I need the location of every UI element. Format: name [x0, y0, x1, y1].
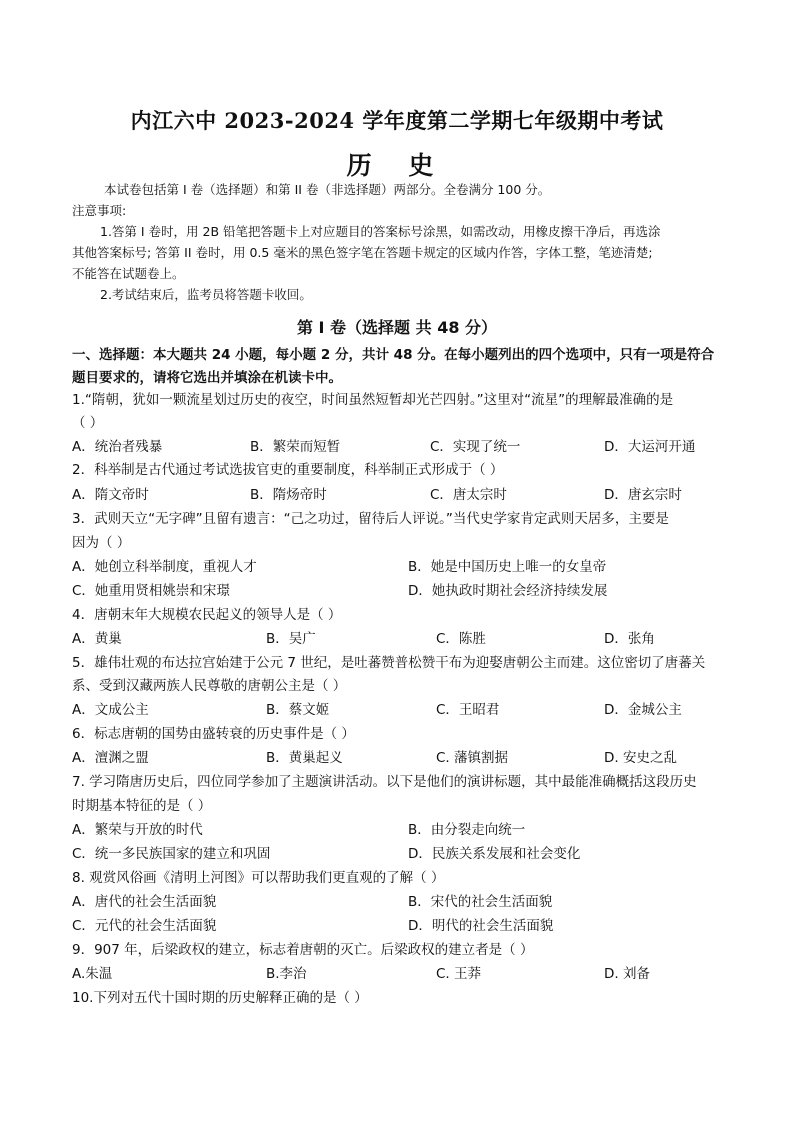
note-item-1-line-2: 其他答案标号; 答第 II 卷时，用 0.5 毫米的黑色签字笔在答题卡规定的区域内作答，字体工整，笔迹清楚; — [72, 245, 653, 260]
question-2-option-c: C．唐太宗时 — [430, 487, 507, 503]
question-8-option-d: D．明代的社会生活面貌 — [408, 918, 554, 934]
question-8-option-c: C．元代的社会生活面貌 — [72, 918, 217, 934]
question-7-option-a: A．繁荣与开放的时代 — [72, 822, 203, 838]
question-1-option-d: D．大运河开通 — [604, 439, 696, 455]
question-4-option-c: C．陈胜 — [436, 631, 486, 647]
note-item-2: 2.考试结束后，监考员将答题卡收回。 — [100, 287, 312, 302]
question-8-stem: 8. 观赏风俗画《清明上河图》可以帮助我们更直观的了解（ ） — [72, 870, 445, 886]
exam-title: 内江六中 2023-2024 学年度第二学期七年级期中考试 — [130, 108, 664, 133]
question-2-stem: 2．科举制是古代通过考试选拔官吏的重要制度，科举制正式形成于（ ） — [72, 462, 504, 478]
section-title: 第 I 卷（选择题 共 48 分） — [296, 318, 498, 337]
question-2-option-a: A．隋文帝时 — [72, 487, 149, 503]
question-9-option-b: B.李治 — [266, 966, 307, 982]
question-8-option-a: A．唐代的社会生活面貌 — [72, 894, 217, 910]
notes-heading: 注意事项: — [72, 203, 127, 218]
question-5-option-c: C．王昭君 — [436, 702, 500, 718]
question-1-stem-cont: （ ） — [72, 415, 104, 431]
note-item-1-line-3: 不能答在试题卷上。 — [72, 266, 185, 281]
question-2-option-b: B．隋炀帝时 — [250, 487, 327, 503]
question-4-option-b: B．吴广 — [266, 631, 316, 647]
question-6-stem: 6．标志唐朝的国势由盛转衰的历史事件是（ ） — [72, 726, 355, 742]
question-1-stem: 1.“隋朝，犹如一颗流星划过历史的夜空，时间虽然短暂却光芒四射。”这里对“流星”的理解最准确的是 — [72, 392, 674, 408]
question-5-stem: 5．雄伟壮观的布达拉宫始建于公元 7 世纪，是吐蕃赞普松赞干布为迎娶唐朝公主而建。这位密切了唐蕃关 — [72, 655, 706, 671]
question-8-option-b: B．宋代的社会生活面貌 — [408, 894, 553, 910]
note-item-1-line-1: 1.答第 I 卷时，用 2B 铅笔把答题卡上对应题目的答案标号涂黑，如需改动，用橡皮擦干净后，再选涂 — [100, 224, 661, 239]
question-1-option-c: C．实现了统一 — [430, 439, 521, 455]
question-4-stem: 4．唐朝末年大规模农民起义的领导人是（ ） — [72, 607, 342, 623]
question-7-option-b: B．由分裂走向统一 — [408, 822, 526, 838]
question-7-stem-cont: 时期基本特征的是（ ） — [72, 798, 212, 814]
question-9-option-d: D. 刘备 — [604, 966, 650, 982]
question-2-option-d: D．唐玄宗时 — [604, 487, 682, 503]
question-5-option-d: D．金城公主 — [604, 702, 682, 718]
question-1-option-b: B．繁荣而短暂 — [250, 439, 341, 455]
question-3-stem-cont: 因为（ ） — [72, 535, 131, 551]
question-7-stem: 7. 学习隋唐历史后，四位同学参加了主题演讲活动。以下是他们的演讲标题，其中最能准确概括这段历史 — [72, 774, 697, 790]
question-9-option-a: A.朱温 — [72, 966, 113, 982]
exam-intro: 本试卷包括第 I 卷（选择题）和第 II 卷（非选择题）两部分。全卷满分 100 分。 — [104, 182, 551, 197]
subject-title: 历 史 — [346, 151, 448, 180]
question-3-option-c: C．她重用贤相姚崇和宋璟 — [72, 583, 230, 599]
question-1-option-a: A．统治者残暴 — [72, 439, 163, 455]
question-3-option-d: D．她执政时期社会经济持续发展 — [408, 583, 608, 599]
question-4-option-d: D．张角 — [604, 631, 655, 647]
question-6-option-d: D. 安史之乱 — [604, 750, 677, 766]
question-5-option-b: B．蔡文姬 — [266, 702, 330, 718]
question-7-option-d: D．民族关系发展和社会变化 — [408, 846, 581, 862]
question-9-stem: 9．907 年，后梁政权的建立，标志着唐朝的灭亡。后梁政权的建立者是（ ） — [72, 942, 534, 958]
question-10-stem: 10.下列对五代十国时期的历史解释正确的是（ ） — [72, 990, 368, 1006]
question-3-stem: 3．武则天立“无字碑”且留有遗言：“己之功过，留待后人评说。”当代史学家肯定武则天居多，主要是 — [72, 511, 669, 527]
question-6-option-b: B．黄巢起义 — [266, 750, 343, 766]
question-7-option-c: C．统一多民族国家的建立和巩固 — [72, 846, 271, 862]
question-5-option-a: A．文成公主 — [72, 702, 149, 718]
question-3-option-b: B．她是中国历史上唯一的女皇帝 — [408, 559, 607, 575]
question-6-option-a: A．澶渊之盟 — [72, 750, 149, 766]
question-9-option-c: C. 王莽 — [436, 966, 482, 982]
section-instruction-line-2: 题目要求的，请将它选出并填涂在机读卡中。 — [72, 370, 342, 386]
section-instruction-line-1: 一、选择题：本大题共 24 小题，每小题 2 分，共计 48 分。在每小题列出的四个选项中，只有一项是符合 — [72, 347, 715, 363]
question-3-option-a: A．她创立科举制度，重视人才 — [72, 559, 257, 575]
question-5-stem-cont: 系、受到汉藏两族人民尊敬的唐朝公主是（ ） — [72, 678, 347, 694]
question-4-option-a: A．黄巢 — [72, 631, 122, 647]
question-6-option-c: C. 藩镇割据 — [436, 750, 509, 766]
